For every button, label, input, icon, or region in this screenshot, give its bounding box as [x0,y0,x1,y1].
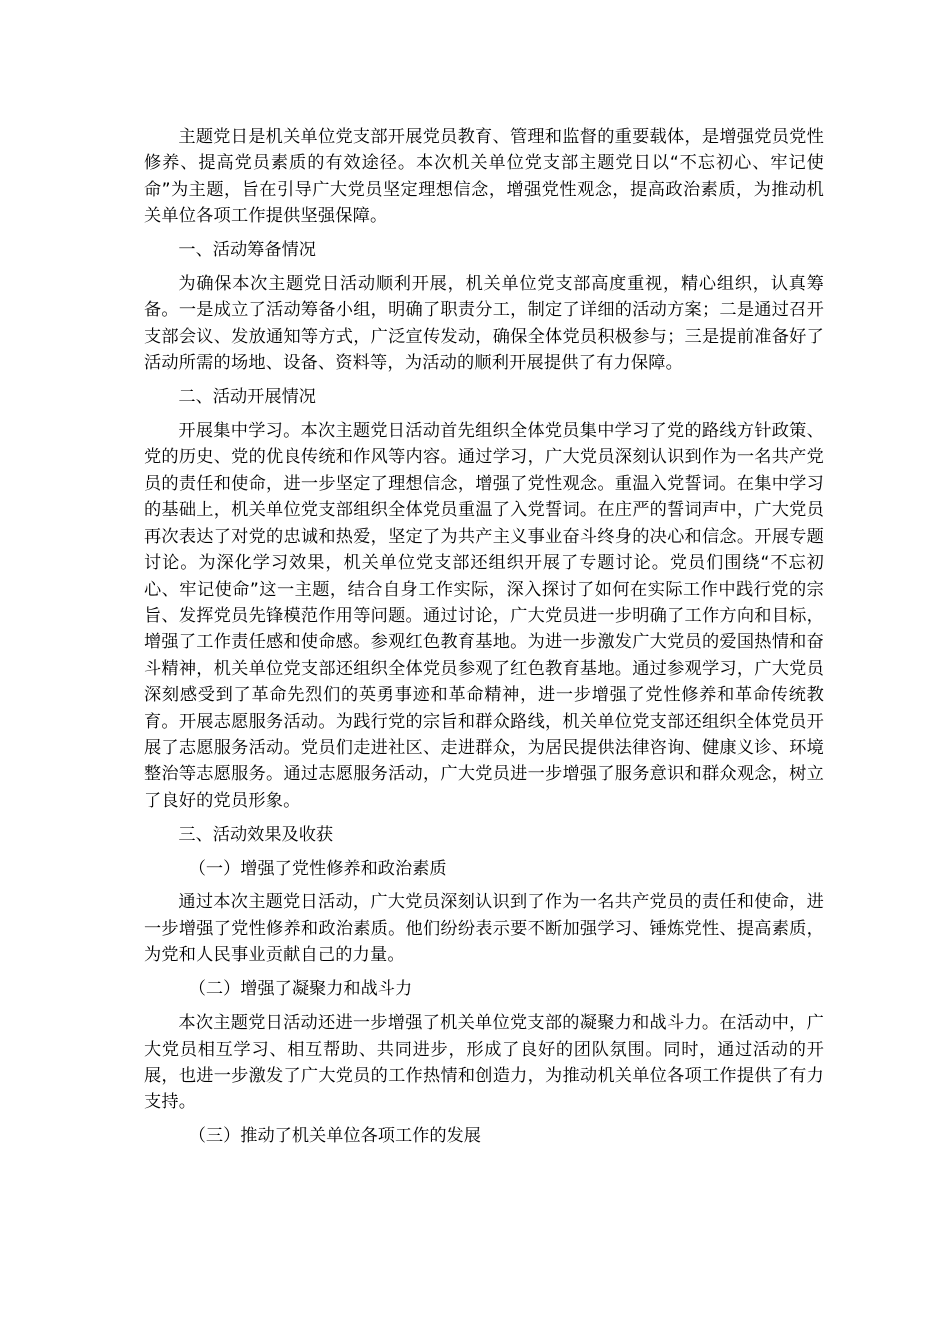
subsection-body-party-spirit: 通过本次主题党日活动，广大党员深刻认识到了作为一名共产党员的责任和使命，进一步增强了党性修养和政治素质。他们纷纷表示要不断加强学习、锤炼党性、提高素质，为党和人民事业贡献自己的力量。 [144,892,824,966]
subsection-heading-party-spirit: （一）增强了党性修养和政治素质 [188,858,447,879]
section-heading-preparation: 一、活动筹备情况 [178,240,316,261]
subsection-heading-cohesion: （二）增强了凝聚力和战斗力 [188,979,413,1000]
subsection-heading-development: （三）推动了机关单位各项工作的发展 [188,1126,481,1147]
section-body-preparation: 为确保本次主题党日活动顺利开展，机关单位党支部高度重视，精心组织，认真筹备。一是成立了活动筹备小组，明确了职责分工，制定了详细的活动方案；二是通过召开支部会议、发放通知等方式，广泛宣传发动，确保全体党员积极参与；三是提前准备好了活动所需的场地、设备、资料等，为活动的顺利开展提供了有力保障。 [144,274,824,374]
section-body-activities: 开展集中学习。本次主题党日活动首先组织全体党员集中学习了党的路线方针政策、党的历史、党的优良传统和作风等内容。通过学习，广大党员深刻认识到作为一名共产党员的责任和使命，进一步坚定了理想信念，增强了党性观念。重温入党誓词。在集中学习的基础上，机关单位党支部组织全体党员重温了入党誓词。在庄严的誓词声中，广大党员再次表达了对党的忠诚和热爱，坚定了为共产主义事业奋斗终身的决心和信念。开展专题讨论。为深化学习效果，机关单位党支部还组织开展了专题讨论。党员们围绕“不忘初心、牢记使命”这一主题，结合自身工作实际，深入探讨了如何在实际工作中践行党的宗旨、发挥党员先锋模范作用等问题。通过讨论，广大党员进一步明确了工作方向和目标，增强了工作责任感和使命感。参观红色教育基地。为进一步激发广大党员的爱国热情和奋斗精神，机关单位党支部还组织全体党员参观了红色教育基地。通过参观学习，广大党员深刻感受到了革命先烈们的英勇事迹和革命精神，进一步增强了党性修养和革命传统教育。开展志愿服务活动。为践行党的宗旨和群众路线，机关单位党支部还组织全体党员开展了志愿服务活动。党员们走进社区、走进群众，为居民提供法律咨询、健康义诊、环境整治等志愿服务。通过志愿服务活动，广大党员进一步增强了服务意识和群众观念，树立了良好的党员形象。 [144,421,824,811]
document-page [144,124,824,1157]
section-heading-activities: 二、活动开展情况 [178,387,316,408]
intro-paragraph: 主题党日是机关单位党支部开展党员教育、管理和监督的重要载体，是增强党员党性修养、提高党员素质的有效途径。本次机关单位党支部主题党日以“不忘初心、牢记使命”为主题，旨在引导广大党员坚定理想信念，增强党性观念，提高政治素质，为推动机关单位各项工作提供坚强保障。 [144,127,824,227]
subsection-body-cohesion: 本次主题党日活动还进一步增强了机关单位党支部的凝聚力和战斗力。在活动中，广大党员相互学习、相互帮助、共同进步，形成了良好的团队氛围。同时，通过活动的开展，也进一步激发了广大党员的工作热情和创造力，为推动机关单位各项工作提供了有力支持。 [144,1013,824,1113]
section-heading-results: 三、活动效果及收获 [178,824,334,845]
